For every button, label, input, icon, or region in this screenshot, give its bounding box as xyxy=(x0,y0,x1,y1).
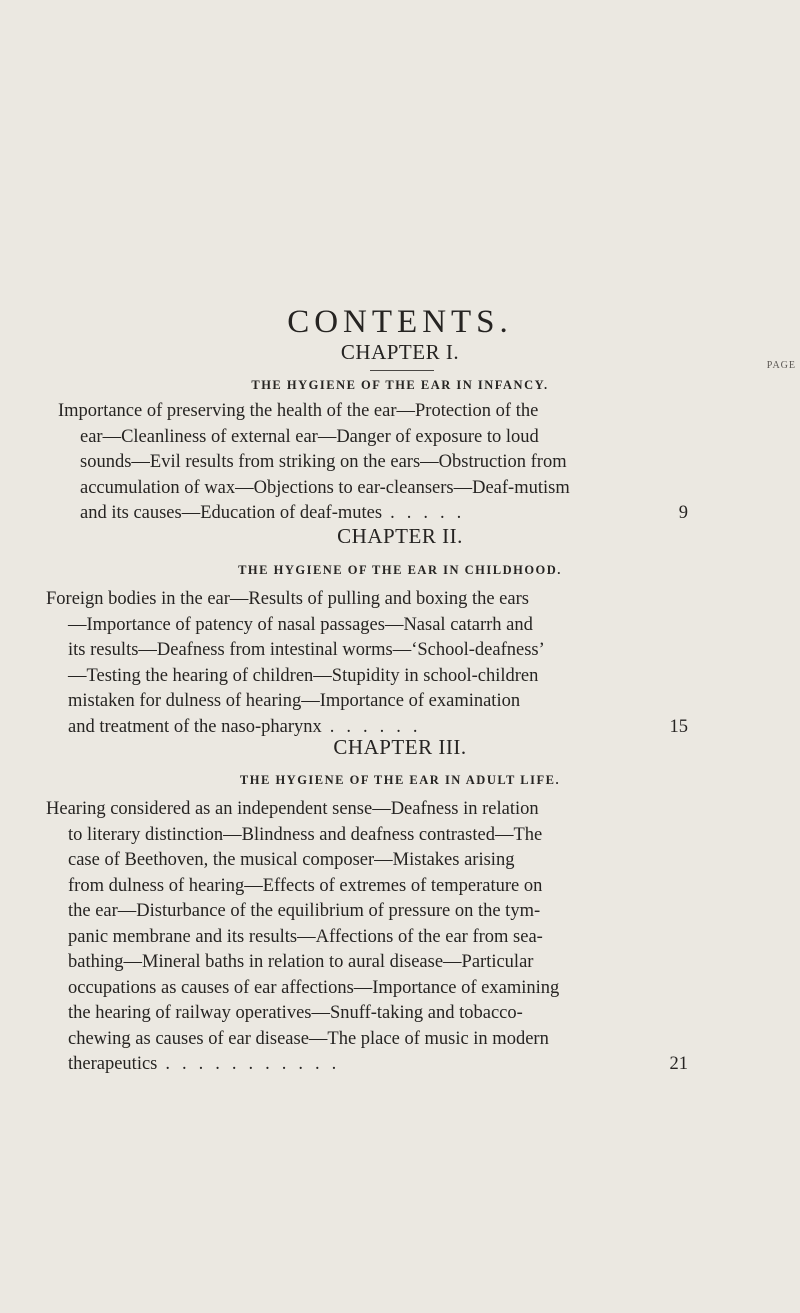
entry-line: bathing—Mineral baths in relation to aural disease—Particular xyxy=(68,952,534,972)
entry-line: Importance of preserving the health of the ear—Protection of the xyxy=(58,401,539,421)
entry-line: —Testing the hearing of children—Stupidity in school-children xyxy=(68,665,539,686)
entry-line-text: and treatment of the naso-pharynx xyxy=(68,716,322,737)
chapter-1-entry xyxy=(58,399,686,527)
chapter-subtitle: THE HYGIENE OF THE EAR IN CHILDHOOD. xyxy=(238,563,562,577)
entry-line-last xyxy=(46,1052,686,1078)
chapter-2-header xyxy=(0,524,800,549)
entry-line: ear—Cleanliness of external ear—Danger of exposure to loud xyxy=(80,426,539,447)
entry-line: mistaken for dulness of hearing—Importance of examination xyxy=(68,691,521,711)
dot-leaders: ...... xyxy=(329,716,430,737)
page-number: 21 xyxy=(669,1054,688,1074)
entry-line-last xyxy=(58,501,686,527)
chapter-3-entry xyxy=(46,797,686,1078)
contents-title: CONTENTS. xyxy=(287,304,513,340)
chapter-subtitle: THE HYGIENE OF THE EAR IN ADULT LIFE. xyxy=(239,773,561,787)
entry-line: occupations as causes of ear affections—Importance of examining xyxy=(68,977,560,998)
page-column-label: PAGE xyxy=(766,360,796,371)
chapter-subtitle: THE HYGIENE OF THE EAR IN INFANCY. xyxy=(251,378,549,392)
chapter-heading: CHAPTER II. xyxy=(337,524,463,548)
entry-line: accumulation of wax—Objections to ear-cleansers—Deaf-mutism xyxy=(80,477,570,498)
page-number: 9 xyxy=(678,503,688,523)
chapter-heading: CHAPTER I. xyxy=(340,340,460,364)
entry-line: case of Beethoven, the musical composer—Mistakes arising xyxy=(68,850,515,870)
chapter-2-entry xyxy=(46,587,686,740)
entry-line: chewing as causes of ear disease—The place of music in modern xyxy=(68,1028,549,1049)
chapter-3-subtitle-row xyxy=(0,773,800,788)
page-number: 15 xyxy=(669,716,688,737)
entry-line: Hearing considered as an independent sense—Deafness in relation xyxy=(46,799,539,819)
chapter-2-subtitle-row xyxy=(0,563,800,578)
title-rule xyxy=(370,370,434,371)
entry-line: from dulness of hearing—Effects of extremes of temperature on xyxy=(68,875,543,896)
chapter-1-subtitle-row xyxy=(0,378,800,393)
entry-line: the ear—Disturbance of the equilibrium of pressure on the tym- xyxy=(68,901,541,921)
entry-line: its results—Deafness from intestinal worms—‘School-deafness’ xyxy=(68,640,545,660)
entry-line: panic membrane and its results—Affections of the ear from sea- xyxy=(68,926,543,947)
chapter-1-header xyxy=(0,340,800,365)
entry-line: sounds—Evil results from striking on the ears—Obstruction from xyxy=(80,452,567,472)
entry-line-text: therapeutics xyxy=(68,1054,158,1074)
entry-line: to literary distinction—Blindness and deafness contrasted—The xyxy=(68,824,543,845)
entry-line-text: and its causes—Education of deaf-mutes xyxy=(80,503,383,523)
chapter-heading: CHAPTER III. xyxy=(333,735,467,759)
entry-line: Foreign bodies in the ear—Results of pulling and boxing the ears xyxy=(46,589,529,609)
dot-leaders: ..... xyxy=(390,503,474,523)
entry-line: the hearing of railway operatives—Snuff-taking and tobacco- xyxy=(68,1003,523,1023)
entry-line: —Importance of patency of nasal passages—Nasal catarrh and xyxy=(68,614,533,635)
chapter-3-header xyxy=(0,735,800,760)
dot-leaders: ........... xyxy=(165,1054,349,1074)
